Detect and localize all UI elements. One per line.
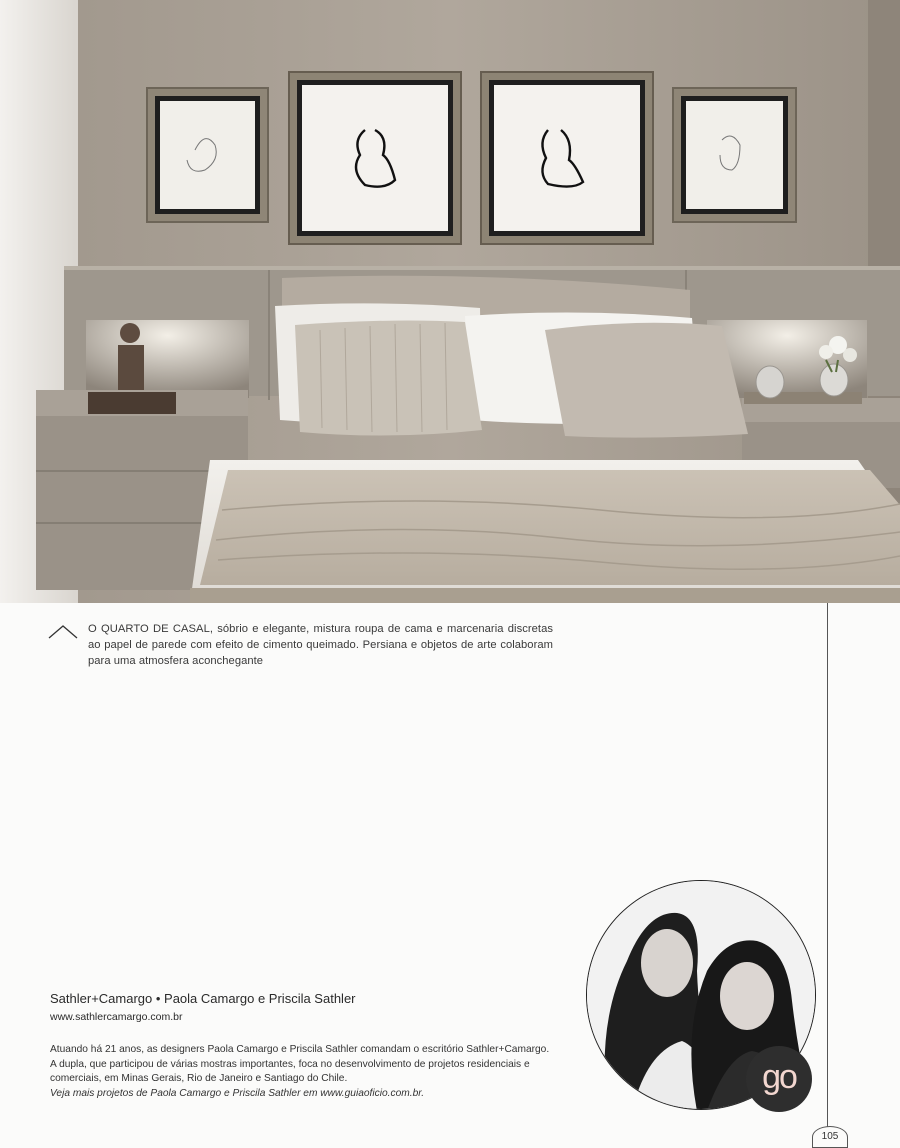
caption-lead: O QUARTO DE CASAL (88, 623, 210, 635)
more-projects-link[interactable]: Veja mais projetos de Paola Camargo e Priscila Sathler em www.guiaoficio.com.br. (50, 1087, 425, 1099)
column-divider (827, 603, 828, 1138)
frame-2 (289, 72, 461, 244)
designers-url[interactable]: www.sathlercamargo.com.br (50, 1011, 183, 1023)
caret-up-icon (48, 625, 78, 639)
go-logo-badge: go (746, 1046, 812, 1112)
frame-3 (481, 72, 653, 244)
designers-bio (50, 1043, 555, 1101)
bio-text: Atuando há 21 anos, as designers Paola Camargo e Priscila Sathler comandam o escritório Sathler+Camargo. A dupla, que participou de várias mostras importantes, foca no desenvolvimento de projetos residenciais e comerciais, em Minas Gerais, Rio de Janeiro e Santiago do Chile. (50, 1044, 550, 1085)
photo-caption (88, 621, 553, 669)
frame-4 (673, 88, 796, 222)
caption-text: , sóbrio e elegante, mistura roupa de cama e marcenaria discretas ao papel de parede com efeito de cimento queimado. Persiana e objetos de arte colaboram para uma atmosfera aconchegante (88, 623, 553, 667)
designers-title: Sathler+Camargo • Paola Camargo e Priscila Sathler (50, 991, 356, 1006)
page-number: 105 (812, 1126, 848, 1148)
frame-1 (147, 88, 268, 222)
